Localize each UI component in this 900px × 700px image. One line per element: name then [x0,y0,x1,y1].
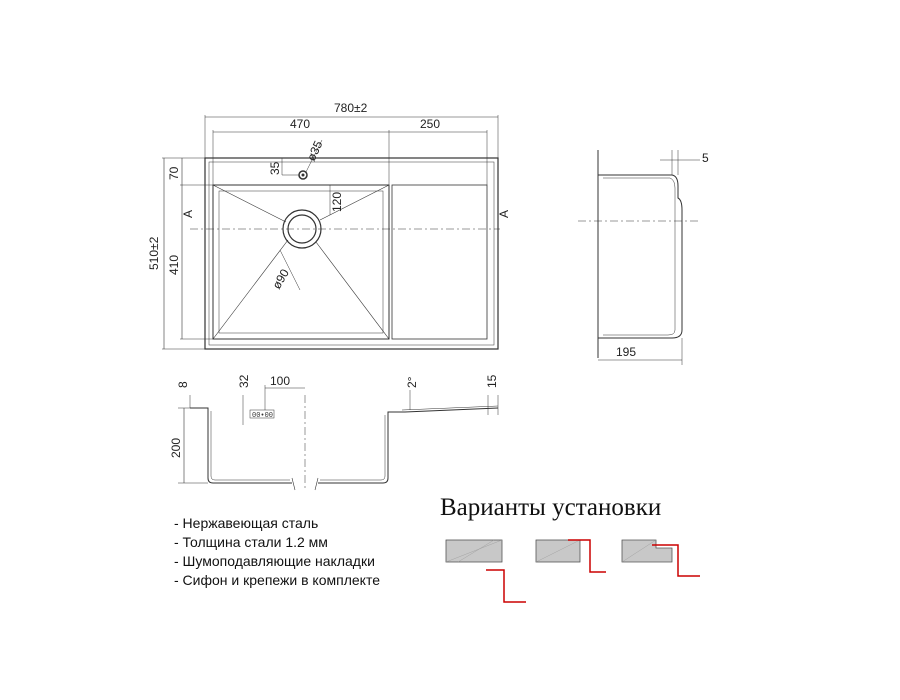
dim-100-label: 100 [270,374,291,388]
svg-text:00•00: 00•00 [252,412,274,420]
feature-item: - Толщина стали 1.2 мм [174,534,328,550]
dim-32-label: 32 [237,374,251,388]
bowl-depth-label: 410 [167,254,181,275]
variants-title: Варианты установки [440,494,662,521]
top-view [147,101,511,349]
section-mark-left: A [181,209,195,218]
side-depth-label: 195 [616,345,637,359]
variant-flush [536,540,606,572]
sink-outline [205,158,498,349]
drainboard-width-label: 250 [420,117,441,131]
features-list [174,514,380,590]
bowl-width-label: 470 [290,117,311,131]
bowl-inner [219,191,383,333]
variant-undermount [446,540,526,602]
section-view [169,374,499,490]
drain-hole-label: ø90 [269,266,292,292]
installation-variants [446,540,700,602]
sink-inner-outline [209,162,494,345]
lip-label: 5 [702,151,709,165]
feature-item: - Нержавеющая сталь [174,515,319,531]
drainboard-outline [392,185,487,339]
bowl-outline [213,185,389,339]
drainboard-height-label: 15 [485,374,499,388]
top-margin-label: 70 [167,166,181,180]
overall-depth-label: 510±2 [147,236,161,270]
drain-offset-label: 120 [330,191,344,212]
side-view [578,150,709,365]
section-height-label: 200 [169,437,183,458]
feature-item: - Шумоподавляющие накладки [174,553,375,569]
overall-width-label: 780±2 [334,101,368,115]
slope-label: 2° [405,376,419,388]
section-mark-right: A [497,209,511,218]
tap-offset-label: 35 [268,161,282,175]
rim-label: 8 [176,381,190,388]
feature-item: - Сифон и крепежи в комплекте [174,572,380,588]
tap-hole-label: ø35 [304,138,326,164]
variant-inset [622,540,700,576]
